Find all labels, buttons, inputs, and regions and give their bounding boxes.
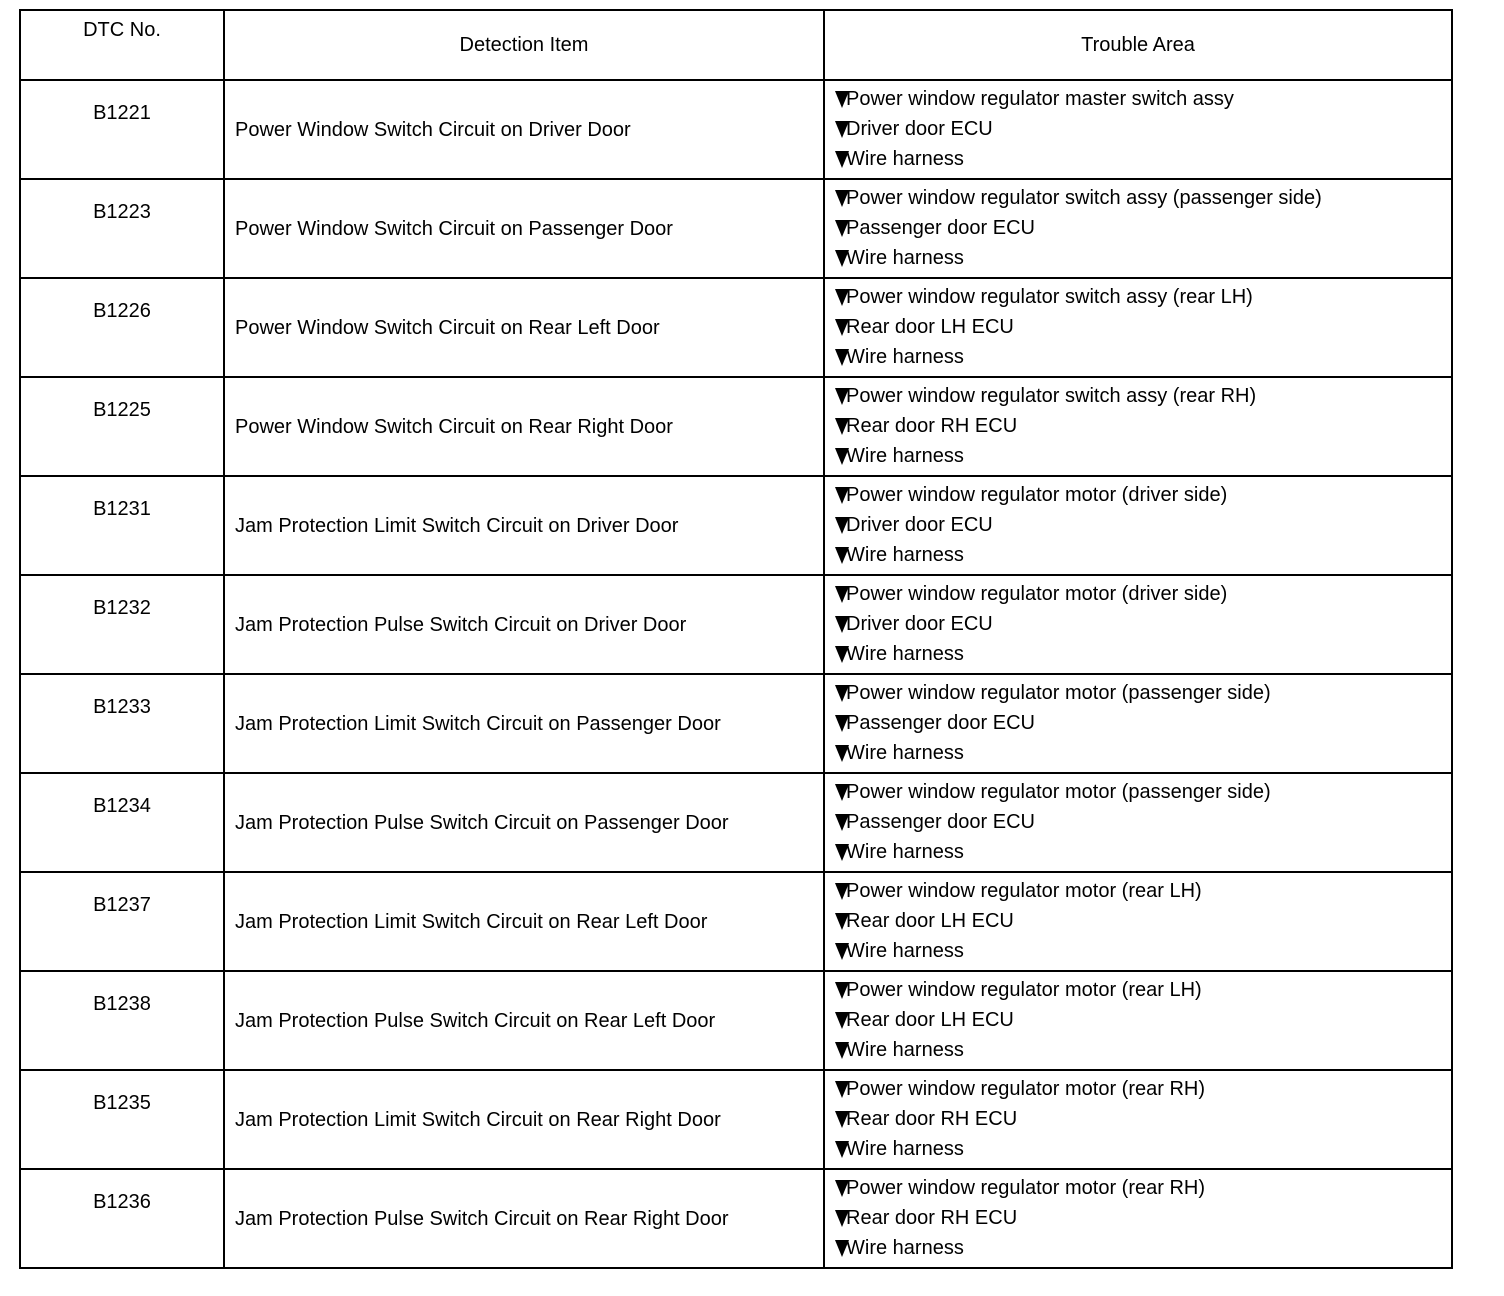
table-body [20, 80, 1452, 1268]
detection-item-cell [224, 575, 824, 674]
trouble-area-text: Wire harness [846, 1138, 964, 1160]
header-trouble-area: Trouble Area [824, 10, 1452, 80]
trouble-area-text: Wire harness [846, 445, 964, 467]
trouble-area-item [835, 114, 1451, 144]
trouble-area-cell [824, 971, 1452, 1070]
trouble-area-cell [824, 872, 1452, 971]
detection-item: Jam Protection Pulse Switch Circuit on Driver Door [235, 614, 687, 636]
detection-item-cell [224, 872, 824, 971]
dtc-code: B1238 [93, 993, 151, 1015]
trouble-area-item [835, 243, 1451, 273]
table-row [20, 872, 1452, 971]
trouble-area-item [835, 510, 1451, 540]
trouble-area-text: Power window regulator motor (passenger side) [846, 781, 1271, 803]
dtc-code-cell [20, 575, 224, 674]
dtc-code-cell [20, 971, 224, 1070]
trouble-area-text: Driver door ECU [846, 613, 993, 635]
detection-item: Jam Protection Pulse Switch Circuit on Passenger Door [235, 812, 729, 834]
trouble-area-item [835, 708, 1451, 738]
trouble-area-item [835, 540, 1451, 570]
trouble-area-item [835, 609, 1451, 639]
trouble-area-text: Passenger door ECU [846, 811, 1035, 833]
trouble-area-text: Wire harness [846, 643, 964, 665]
header-detection-item: Detection Item [224, 10, 824, 80]
trouble-area-text: Power window regulator motor (rear RH) [846, 1078, 1206, 1100]
dtc-code: B1226 [93, 300, 151, 322]
trouble-area-text: Power window regulator switch assy (rear RH) [846, 385, 1257, 407]
trouble-area-item [835, 906, 1451, 936]
table-row [20, 476, 1452, 575]
dtc-code-cell [20, 179, 224, 278]
trouble-area-item [835, 1005, 1451, 1035]
dtc-code: B1234 [93, 795, 151, 817]
trouble-area-item [835, 1134, 1451, 1164]
trouble-area-cell [824, 674, 1452, 773]
trouble-area-item [835, 183, 1451, 213]
detection-item-cell [224, 476, 824, 575]
table-row [20, 1169, 1452, 1268]
trouble-area-text: Wire harness [846, 742, 964, 764]
trouble-area-item [835, 381, 1451, 411]
detection-item: Jam Protection Pulse Switch Circuit on Rear Left Door [235, 1010, 716, 1032]
trouble-area-cell [824, 377, 1452, 476]
trouble-area-list [825, 378, 1451, 471]
table-row [20, 971, 1452, 1070]
trouble-area-text: Driver door ECU [846, 514, 993, 536]
trouble-area-item [835, 975, 1451, 1005]
detection-item: Jam Protection Limit Switch Circuit on Rear Left Door [235, 911, 708, 933]
trouble-area-text: Power window regulator master switch assy [846, 88, 1234, 110]
trouble-area-text: Wire harness [846, 544, 964, 566]
detection-item: Power Window Switch Circuit on Rear Right Door [235, 416, 673, 438]
trouble-area-cell [824, 278, 1452, 377]
dtc-code-cell [20, 1070, 224, 1169]
trouble-area-item [835, 1173, 1451, 1203]
trouble-area-list [825, 972, 1451, 1065]
trouble-area-text: Power window regulator motor (driver side) [846, 484, 1228, 506]
trouble-area-text: Power window regulator switch assy (passenger side) [846, 187, 1322, 209]
trouble-area-item [835, 342, 1451, 372]
dtc-table [19, 9, 1453, 1269]
trouble-area-text: Wire harness [846, 247, 964, 269]
dtc-code: B1235 [93, 1092, 151, 1114]
trouble-area-text: Passenger door ECU [846, 712, 1035, 734]
detection-item-cell [224, 278, 824, 377]
trouble-area-text: Rear door LH ECU [846, 316, 1014, 338]
trouble-area-item [835, 1035, 1451, 1065]
trouble-area-cell [824, 575, 1452, 674]
dtc-code-cell [20, 773, 224, 872]
table-row [20, 377, 1452, 476]
table-row [20, 773, 1452, 872]
trouble-area-text: Power window regulator motor (rear LH) [846, 880, 1202, 902]
table-header-row [20, 10, 1452, 80]
trouble-area-item [835, 837, 1451, 867]
trouble-area-item [835, 639, 1451, 669]
trouble-area-list [825, 477, 1451, 570]
detection-item: Power Window Switch Circuit on Rear Left Door [235, 317, 660, 339]
table-row [20, 575, 1452, 674]
trouble-area-list [825, 81, 1451, 174]
trouble-area-item [835, 579, 1451, 609]
trouble-area-text: Passenger door ECU [846, 217, 1035, 239]
trouble-area-text: Rear door RH ECU [846, 415, 1018, 437]
trouble-area-text: Rear door RH ECU [846, 1108, 1018, 1130]
table-row [20, 278, 1452, 377]
trouble-area-text: Wire harness [846, 1039, 964, 1061]
trouble-area-cell [824, 1169, 1452, 1268]
trouble-area-item [835, 213, 1451, 243]
dtc-code: B1225 [93, 399, 151, 421]
trouble-area-item [835, 876, 1451, 906]
dtc-code-cell [20, 80, 224, 179]
detection-item: Power Window Switch Circuit on Driver Door [235, 119, 631, 141]
detection-item-cell [224, 1169, 824, 1268]
detection-item-cell [224, 773, 824, 872]
trouble-area-item [835, 282, 1451, 312]
trouble-area-item [835, 411, 1451, 441]
trouble-area-list [825, 576, 1451, 669]
trouble-area-text: Power window regulator motor (passenger side) [846, 682, 1271, 704]
trouble-area-item [835, 738, 1451, 768]
trouble-area-list [825, 873, 1451, 966]
trouble-area-item [835, 144, 1451, 174]
dtc-code: B1223 [93, 201, 151, 223]
trouble-area-text: Wire harness [846, 841, 964, 863]
trouble-area-text: Wire harness [846, 346, 964, 368]
trouble-area-cell [824, 1070, 1452, 1169]
trouble-area-item [835, 807, 1451, 837]
trouble-area-text: Wire harness [846, 1237, 964, 1259]
trouble-area-text: Wire harness [846, 148, 964, 170]
dtc-code-cell [20, 476, 224, 575]
trouble-area-item [835, 936, 1451, 966]
dtc-code: B1232 [93, 597, 151, 619]
trouble-area-text: Driver door ECU [846, 118, 993, 140]
trouble-area-list [825, 675, 1451, 768]
trouble-area-item [835, 1233, 1451, 1263]
table-row [20, 1070, 1452, 1169]
table-row [20, 674, 1452, 773]
trouble-area-item [835, 312, 1451, 342]
dtc-code: B1236 [93, 1191, 151, 1213]
detection-item-cell [224, 1070, 824, 1169]
trouble-area-text: Rear door RH ECU [846, 1207, 1018, 1229]
trouble-area-item [835, 1203, 1451, 1233]
detection-item: Jam Protection Limit Switch Circuit on Driver Door [235, 515, 679, 537]
trouble-area-list [825, 1170, 1451, 1263]
trouble-area-item [835, 1104, 1451, 1134]
trouble-area-text: Rear door LH ECU [846, 910, 1014, 932]
trouble-area-item [835, 441, 1451, 471]
trouble-area-item [835, 678, 1451, 708]
dtc-code-cell [20, 674, 224, 773]
trouble-area-text: Wire harness [846, 940, 964, 962]
trouble-area-cell [824, 80, 1452, 179]
table-row [20, 179, 1452, 278]
dtc-code: B1237 [93, 894, 151, 916]
detection-item: Jam Protection Limit Switch Circuit on Passenger Door [235, 713, 721, 735]
detection-item-cell [224, 674, 824, 773]
trouble-area-list [825, 180, 1451, 273]
trouble-area-list [825, 279, 1451, 372]
detection-item: Power Window Switch Circuit on Passenger Door [235, 218, 673, 240]
trouble-area-list [825, 774, 1451, 867]
trouble-area-text: Rear door LH ECU [846, 1009, 1014, 1031]
trouble-area-list [825, 1071, 1451, 1164]
table-row [20, 80, 1452, 179]
dtc-code-cell [20, 377, 224, 476]
trouble-area-cell [824, 773, 1452, 872]
header-dtc-no: DTC No. [20, 10, 224, 80]
trouble-area-item [835, 1074, 1451, 1104]
trouble-area-text: Power window regulator motor (rear LH) [846, 979, 1202, 1001]
trouble-area-text: Power window regulator motor (driver side) [846, 583, 1228, 605]
detection-item: Jam Protection Pulse Switch Circuit on Rear Right Door [235, 1208, 729, 1230]
dtc-code: B1233 [93, 696, 151, 718]
detection-item-cell [224, 80, 824, 179]
trouble-area-text: Power window regulator motor (rear RH) [846, 1177, 1206, 1199]
dtc-code: B1231 [93, 498, 151, 520]
trouble-area-cell [824, 179, 1452, 278]
dtc-code: B1221 [93, 102, 151, 124]
trouble-area-item [835, 480, 1451, 510]
dtc-code-cell [20, 872, 224, 971]
trouble-area-text: Power window regulator switch assy (rear LH) [846, 286, 1253, 308]
trouble-area-item [835, 777, 1451, 807]
detection-item: Jam Protection Limit Switch Circuit on Rear Right Door [235, 1109, 721, 1131]
detection-item-cell [224, 179, 824, 278]
detection-item-cell [224, 971, 824, 1070]
trouble-area-item [835, 84, 1451, 114]
detection-item-cell [224, 377, 824, 476]
dtc-code-cell [20, 1169, 224, 1268]
dtc-code-cell [20, 278, 224, 377]
trouble-area-cell [824, 476, 1452, 575]
